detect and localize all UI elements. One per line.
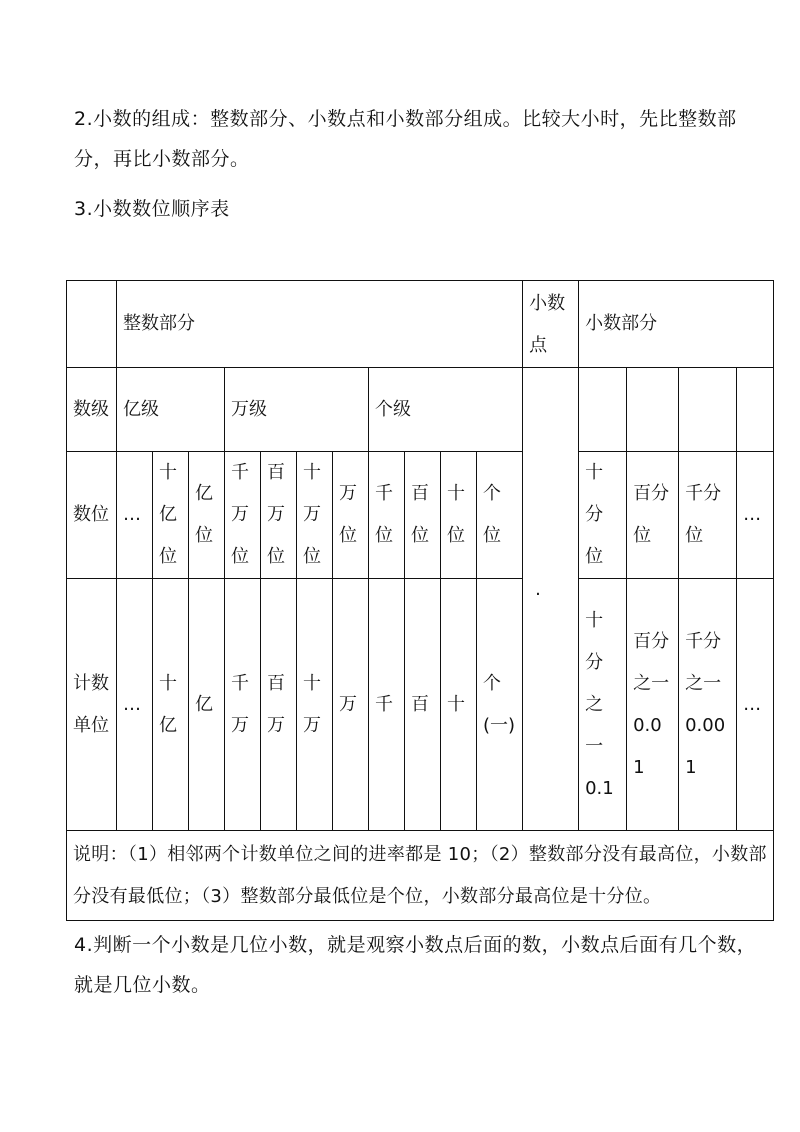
integer-part-header — [117, 281, 523, 368]
place-cell: 亿位 — [189, 452, 225, 579]
decimal-place-cell: 千分位 — [679, 452, 737, 579]
place-cell: 十亿位 — [153, 452, 189, 579]
decimal-point-symbol: · — [535, 584, 541, 605]
unit-cell: 十 — [441, 579, 477, 831]
decimal-point-header — [523, 281, 579, 368]
place-cell: 万位 — [333, 452, 369, 579]
decimal-level-cell — [679, 368, 737, 452]
unit-cell: 千 — [369, 579, 405, 831]
unit-cell: 千万 — [225, 579, 261, 831]
decimal-place-cell: 十分位 — [579, 452, 627, 579]
unit-cell: 万 — [333, 579, 369, 831]
unit-cell: 十万 — [297, 579, 333, 831]
place-cell: … — [117, 452, 153, 579]
unit-cell: 十亿 — [153, 579, 189, 831]
place-cell: 个位 — [477, 452, 523, 579]
decimal-unit-cell: … — [737, 579, 774, 831]
decimal-level-cell — [579, 368, 627, 452]
unit-row-label: 计数单位 — [67, 579, 117, 831]
place-cell: 十万位 — [297, 452, 333, 579]
decimal-place-cell: 百分位 — [627, 452, 679, 579]
decimal-unit-cell: 千分之一0.001 — [679, 579, 737, 831]
decimal-unit-cell: 十分之一0.1 — [579, 579, 627, 831]
section-2-text: 2.小数的组成：整数部分、小数点和小数部分组成。比较大小时，先比整数部分，再比小数部分。 — [74, 108, 737, 170]
decimal-part-header — [579, 281, 774, 368]
place-row-label: 数位 — [67, 452, 117, 579]
decimal-point-label: 小数点 — [529, 293, 566, 356]
wan-level: 万级 — [225, 368, 369, 452]
unit-cell: 百万 — [261, 579, 297, 831]
decimal-point-column — [523, 368, 579, 831]
decimal-part-label: 小数部分 — [585, 313, 658, 334]
decimal-level-cell — [737, 368, 774, 452]
corner-cell — [67, 281, 117, 368]
place-cell: 百万位 — [261, 452, 297, 579]
decimal-unit-cell: 百分之一0.01 — [627, 579, 679, 831]
decimal-level-cell — [627, 368, 679, 452]
integer-part-label: 整数部分 — [123, 313, 195, 334]
place-cell: 十位 — [441, 452, 477, 579]
unit-cell: … — [117, 579, 153, 831]
place-cell: 千位 — [369, 452, 405, 579]
section-4-text: 4.判断一个小数是几位小数，就是观察小数点后面的数，小数点后面有几个数，就是几位小数。 — [74, 934, 757, 996]
place-cell: 百位 — [405, 452, 441, 579]
decimal-place-cell: … — [737, 452, 774, 579]
unit-cell: 亿 — [189, 579, 225, 831]
level-row-label: 数级 — [67, 368, 117, 452]
unit-cell: 个(一) — [477, 579, 523, 831]
yi-level: 亿级 — [117, 368, 225, 452]
table-note: 说明：（1）相邻两个计数单位之间的进率都是 10；（2）整数部分没有最高位，小数部分没有最低位；（3）整数部分最低位是个位，小数部分最高位是十分位。 — [67, 831, 774, 921]
decimal-place-value-table — [66, 280, 774, 921]
section-3-title: 3.小数数位顺序表 — [74, 198, 230, 220]
unit-cell: 百 — [405, 579, 441, 831]
place-cell: 千万位 — [225, 452, 261, 579]
ge-level: 个级 — [369, 368, 523, 452]
